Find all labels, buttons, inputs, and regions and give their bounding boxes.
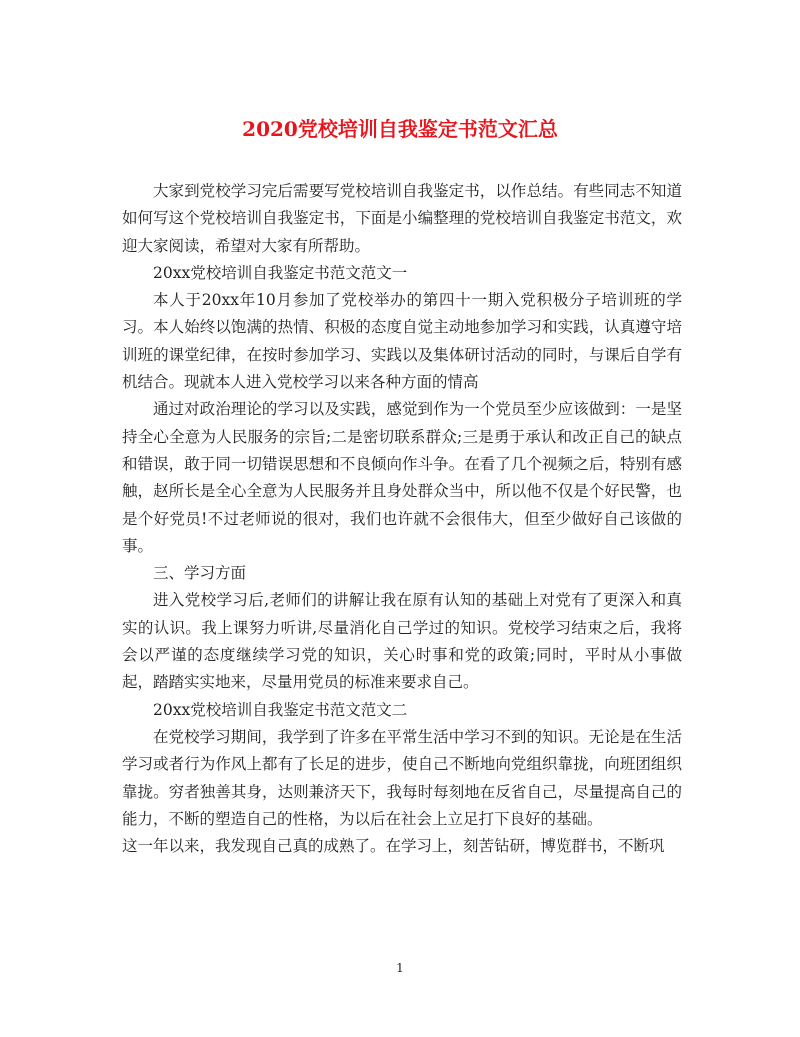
section-heading-sample-two: 20xx党校培训自我鉴定书范文范文二: [153, 700, 408, 719]
intro-paragraph: 大家到党校学习完后需要写党校培训自我鉴定书，以作总结。有些同志不知道如何写这个党校培训自我鉴定书，下面是小编整理的党校培训自我鉴定书范文，欢迎大家阅读，希望对大家有所帮助。: [122, 182, 682, 255]
section-heading-sample-one: 20xx党校培训自我鉴定书范文范文一: [153, 263, 408, 282]
body-paragraph: 本人于20xx年10月参加了党校举办的第四十一期入党积极分子培训班的学习。本人始终以饱满的热情、积极的态度自觉主动地参加学习和实践，认真遵守培训班的课堂纪律，在按时参加学习、实践以及集体研讨活动的同时，与课后自学有机结合。现就本人进入党校学习以来各种方面的情高: [122, 291, 682, 392]
body-paragraph: 在党校学习期间，我学到了许多在平常生活中学习不到的知识。无论是在生活学习或者行为作风上都有了长足的进步，使自己不断地向党组织靠拢，向班团组织靠拢。穷者独善其身，达则兼济天下，我每时每刻地在反省自己，尽量提高自己的能力，不断的塑造自己的性格，为以后在社会上立足打下良好的基础。: [122, 727, 682, 828]
page-number: 1: [396, 961, 404, 975]
body-paragraph: 进入党校学习后,老师们的讲解让我在原有认知的基础上对党有了更深入和真实的认识。我上课努力听讲,尽量消化自己学过的知识。党校学习结束之后，我将会以严谨的态度继续学习党的知识，关心时事和党的政策;同时，平时从小事做起，踏踏实实地来，尽量用党员的标准来要求自己。: [122, 591, 682, 692]
section-heading-study: 三、学习方面: [153, 564, 247, 583]
document-title: 2020党校培训自我鉴定书范文汇总: [242, 117, 558, 141]
body-paragraph: 通过对政治理论的学习以及实践，感觉到作为一个党员至少应该做到：一是坚持全心全意为人民服务的宗旨;二是密切联系群众;三是勇于承认和改正自己的缺点和错误，敢于同一切错误思想和不良倾向作斗争。在看了几个视频之后，特别有感触，赵所长是全心全意为人民服务并且身处群众当中，所以他不仅是个好民警，也是个好党员!不过老师说的很对，我们也许就不会很伟大，但至少做好自己该做的事。: [122, 400, 682, 555]
body-paragraph: 这一年以来，我发现自己真的成熟了。在学习上，刻苦钻研，博览群书，不断巩: [122, 837, 665, 856]
document-body: [122, 178, 682, 860]
